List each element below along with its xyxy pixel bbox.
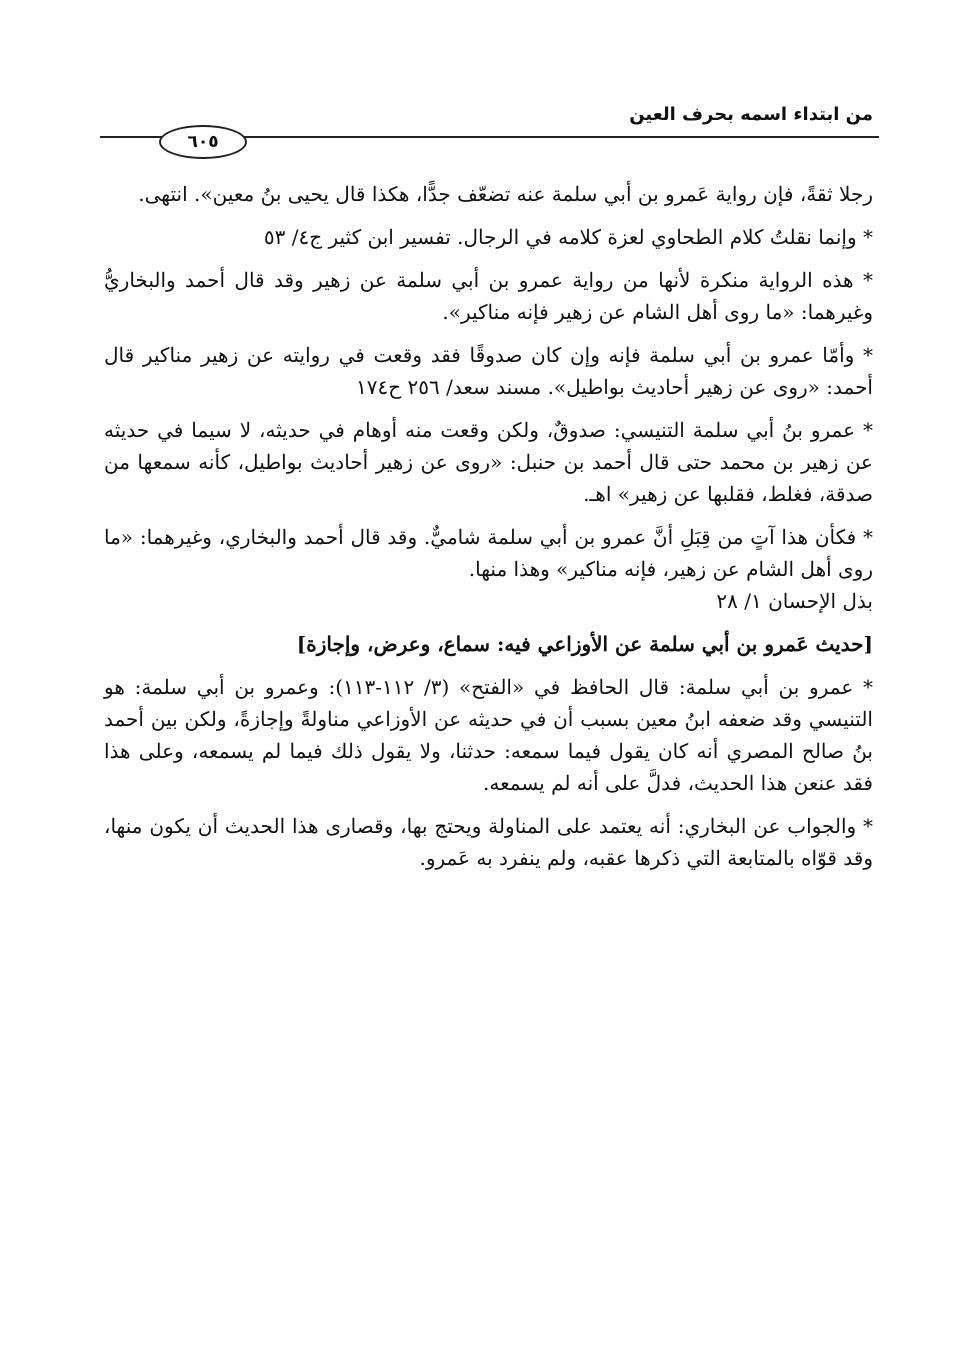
- paragraph: * وإنما نقلتُ كلام الطحاوي لعزة كلامه في الرجال. تفسير ابن كثير ج٤/ ٥٣: [263, 225, 873, 249]
- paragraph: رجلا ثقةً، فإن رواية عَمرو بن أبي سلمة عنه تضعّف جدًّا، هكذا قال يحيى بنُ معين». انتهى.: [138, 182, 873, 206]
- section-heading: [حديث عَمرو بن أبي سلمة عن الأوزاعي فيه: سماع، وعرض، وإجازة]: [296, 632, 873, 656]
- paragraph: * هذه الرواية منكرة لأنها من رواية عمرو بن أبي سلمة عن زهير وقد قال أحمد والبخاريُّ وغيرهما: «ما روى أهل الشام عن زهير فإنه مناكير».: [104, 268, 873, 324]
- paragraph: * والجواب عن البخاري: أنه يعتمد على المناولة ويحتج بها، وقصارى هذا الحديث أن يكون منها، وقد قوّاه بالمتابعة التي ذكرها عقبه، ولم ينفرد به عَمرو.: [104, 814, 874, 870]
- paragraph: * وأمّا عمرو بن أبي سلمة فإنه وإن كان صدوقًا فقد وقعت في روايته عن زهير مناكير قال أحمد: «روى عن زهير أحاديث بواطيل». مسند سعد/ ٢٥٦ ح١٧٤: [104, 343, 873, 399]
- paragraph: * عمرو بنُ أبي سلمة التنيسي: صدوقٌ، ولكن وقعت منه أوهام في حديثه، لا سيما في حديثه عن زهير بن محمد حتى قال أحمد بن حنبل: «روى عن زهير أحاديث بواطيل، كأنه سمعها من صدقة، فغلط، فقلبها عن زهير» اهـ.: [104, 418, 873, 506]
- paragraph: [104, 521, 873, 617]
- paragraph: * عمرو بن أبي سلمة: قال الحافظ في «الفتح» (٣/ ١١٢-١١٣): وعمرو بن أبي سلمة: هو التنيسي وقد ضعفه ابنُ معين بسبب أن في حديثه عن الأوزاعي مناولةً وإجازةً، ولكن بين أحمد بنُ صالح المصري أنه كان يقول فيما سمعه: حدثنا، ولا يقول ذلك فيما لم يسمعه، وعلى هذا فقد عنعن هذا الحديث، فدلَّ على أنه لم يسمعه.: [104, 675, 873, 795]
- running-header: من ابتداء اسمه بحرف العين: [629, 104, 873, 125]
- source-reference: بذل الإحسان ١/ ٢٨: [716, 589, 873, 613]
- paragraph-text: * فكأن هذا آتٍ من قِبَلِ أنَّ عمرو بن أبي سلمة شاميٌّ. وقد قال أحمد والبخاري، وغيرهما: «ما روى أهل الشام عن زهير، فإنه مناكير» وهذا منها.: [104, 525, 873, 581]
- body-text: [104, 178, 873, 885]
- page-number: ٦٠٥: [159, 125, 247, 159]
